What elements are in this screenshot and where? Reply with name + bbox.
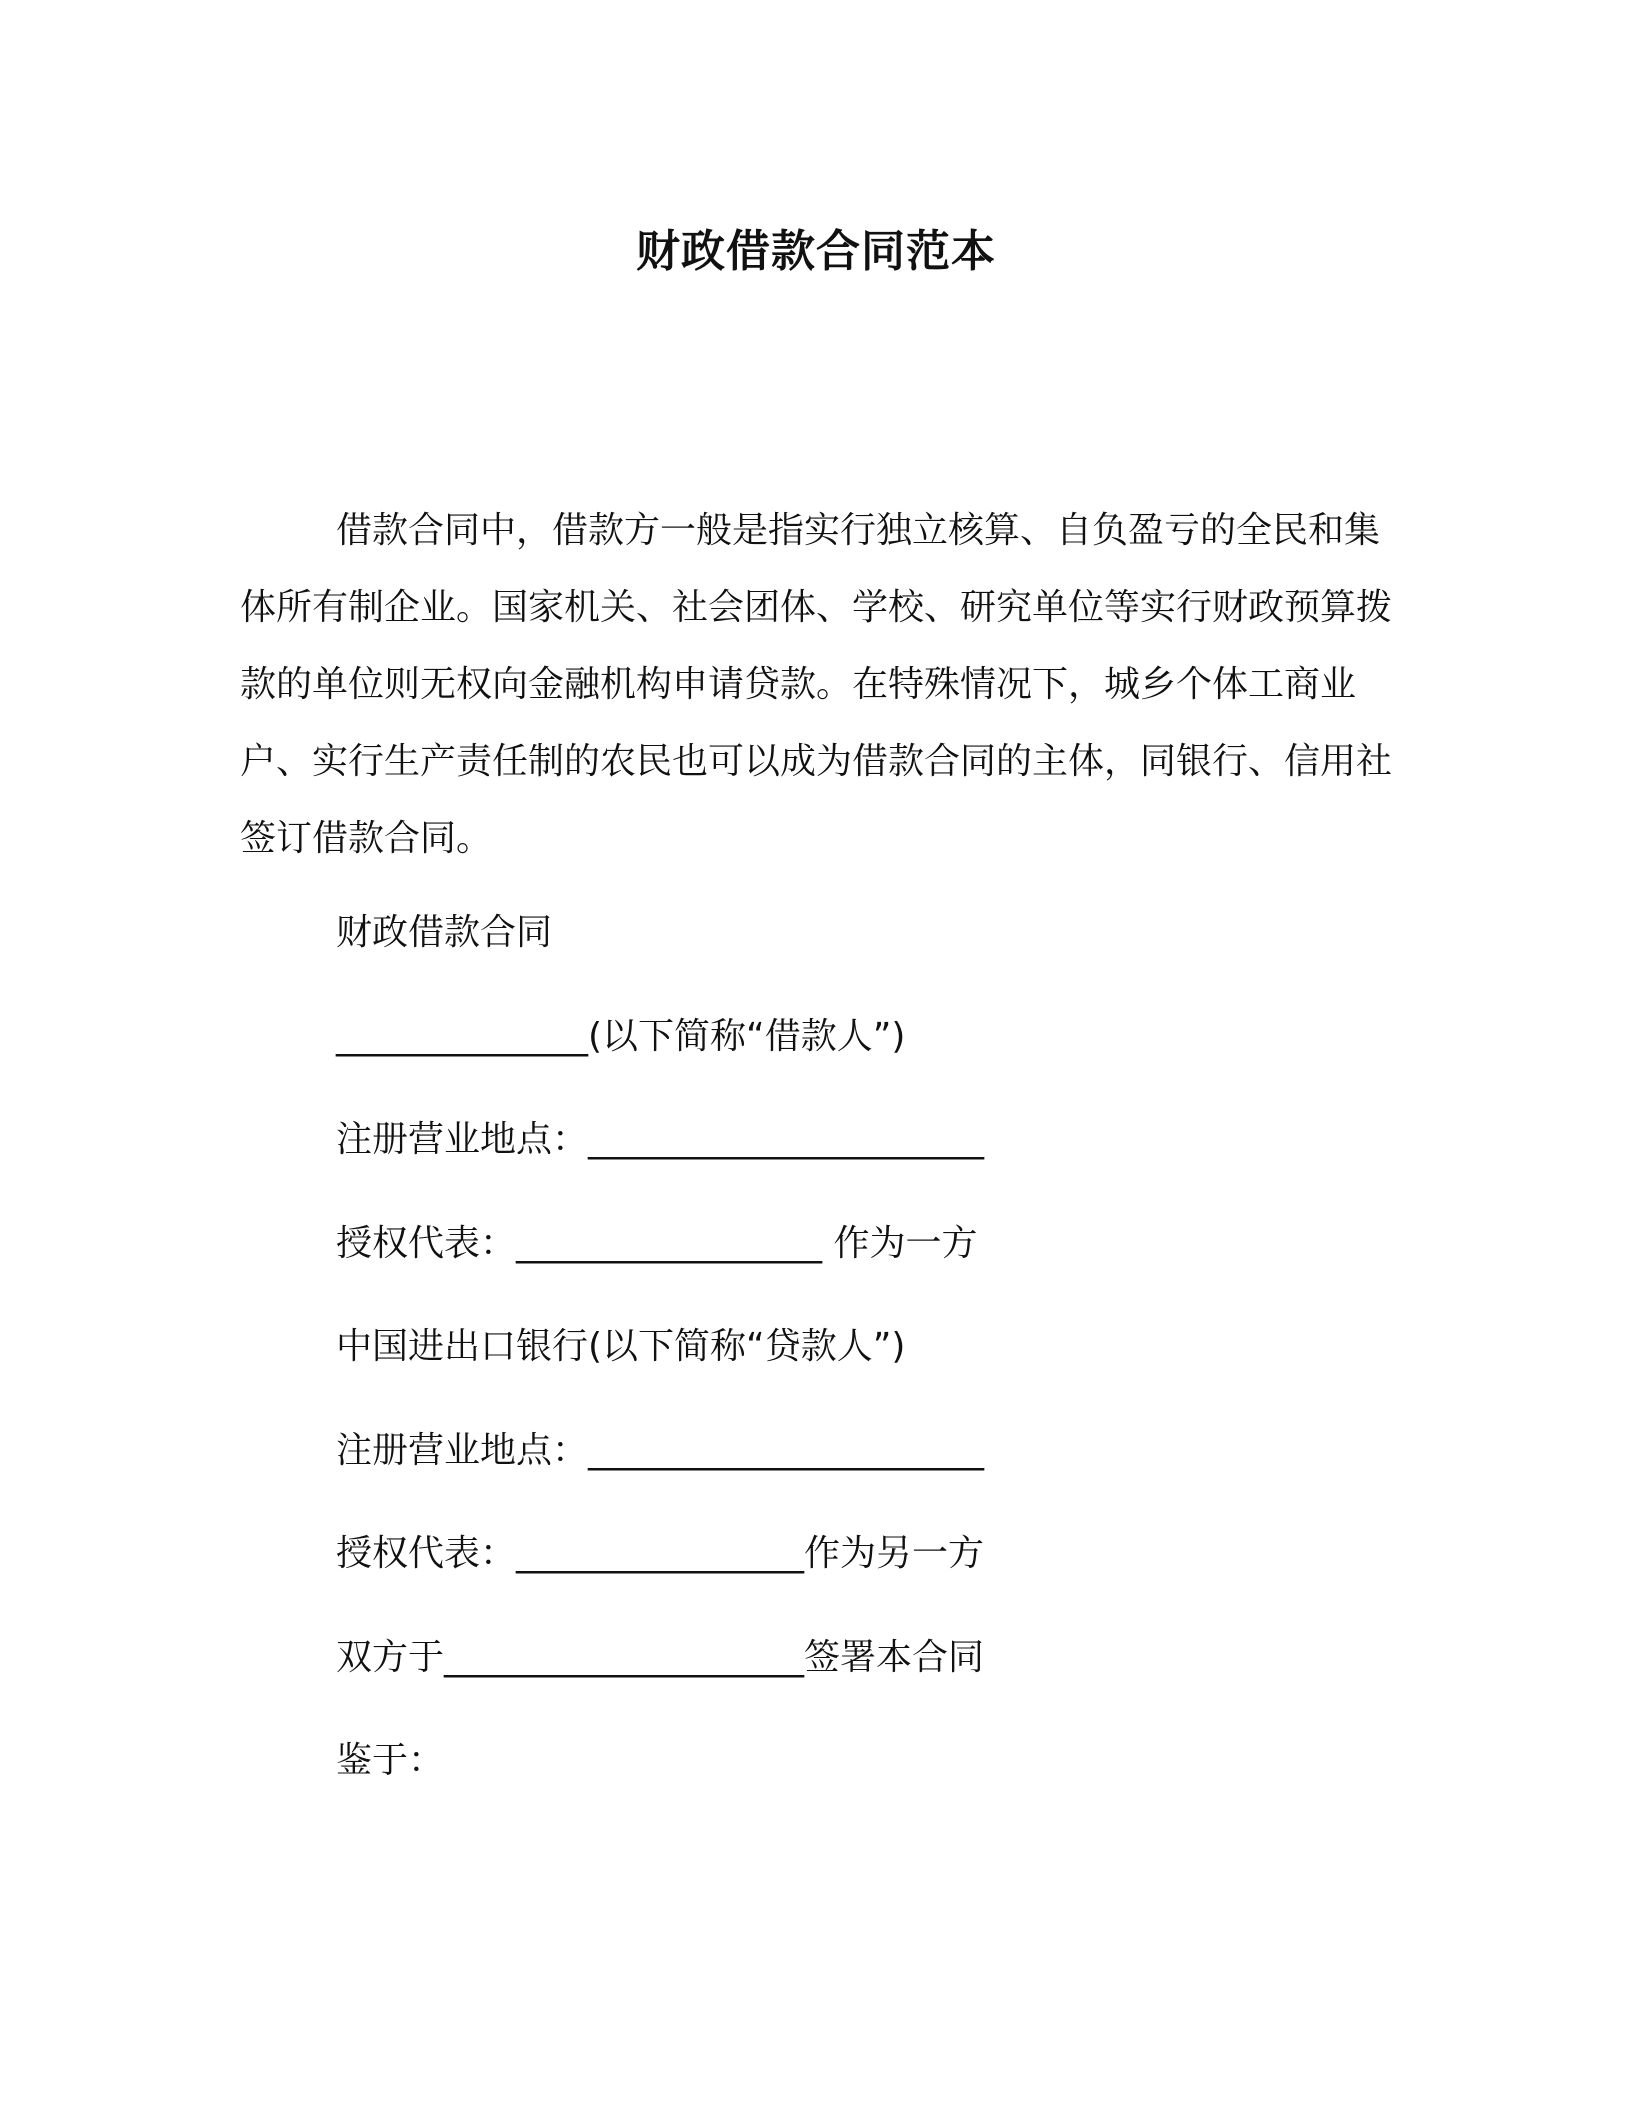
borrower-name-line: ______________(以下简称“借款人”)	[336, 1016, 906, 1057]
lender-name-line: 中国进出口银行(以下简称“贷款人”)	[336, 1326, 906, 1367]
contract-heading: 财政借款合同	[336, 912, 553, 953]
lender-representative-line: 授权代表：________________作为另一方	[336, 1533, 985, 1574]
whereas-line: 鉴于：	[336, 1740, 445, 1781]
signing-date-line: 双方于____________________签署本合同	[336, 1637, 985, 1678]
borrower-address-line: 注册营业地点：______________________	[336, 1119, 985, 1160]
document-title: 财政借款合同范本	[636, 226, 996, 277]
intro-paragraph: 借款合同中，借款方一般是指实行独立核算、自负盈亏的全民和集体所有制企业。国家机关、社会团体、学校、研究单位等实行财政预算拨款的单位则无权向金融机构申请贷款。在特殊情况下，城乡个体工商业户、实行生产责任制的农民也可以成为借款合同的主体，同银行、信用社签订借款合同。	[240, 510, 1393, 859]
lender-address-line: 注册营业地点：______________________	[336, 1430, 985, 1471]
borrower-representative-line: 授权代表：_________________ 作为一方	[336, 1223, 978, 1264]
